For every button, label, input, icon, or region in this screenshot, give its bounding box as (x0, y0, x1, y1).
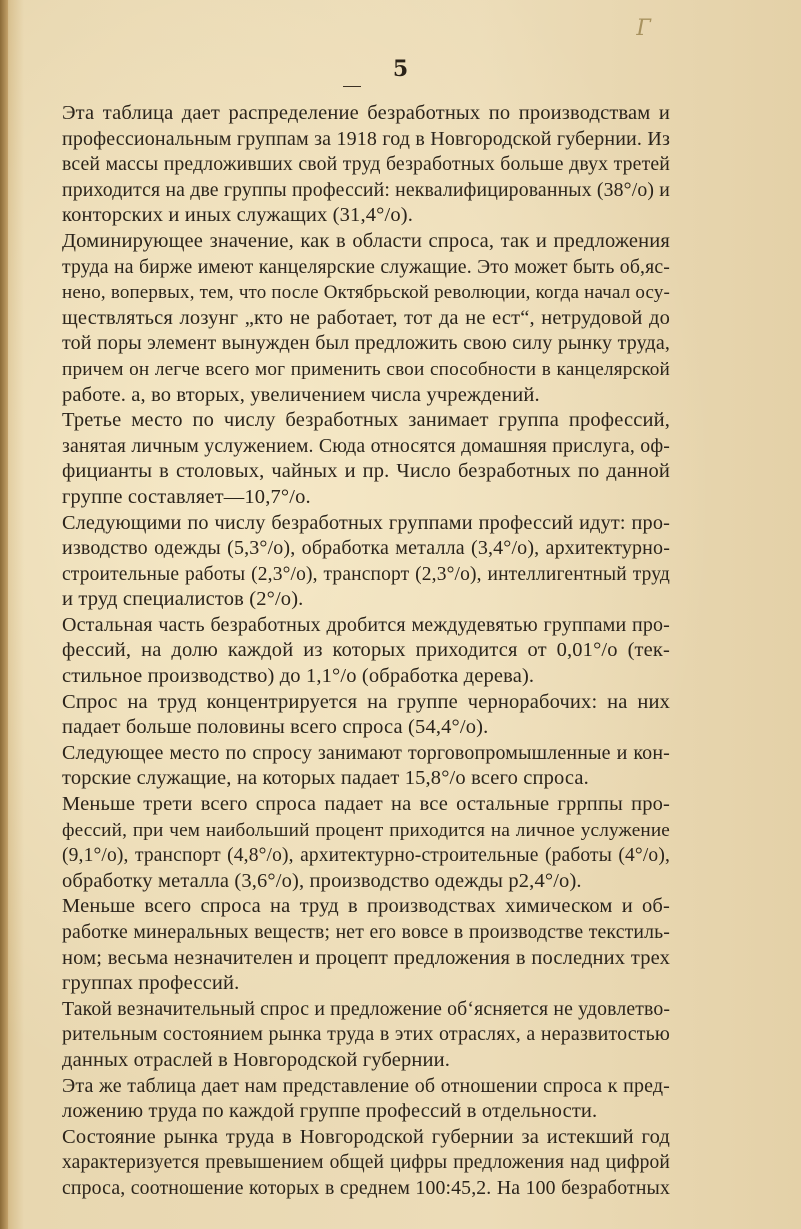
text-line: обработку металла (3,6°/о), производство одежды р2,4°/о). (62, 869, 582, 892)
text-line: падает больше половины всего спроса (54,4°/о). (62, 716, 489, 739)
text-line: нено, вопервых, тем, что после Октябрьской революции, когда начал осу- (62, 282, 670, 304)
text-line: стильное производство) до 1,1°/о (обработка дерева). (62, 665, 535, 688)
text-line: Эта же таблица дает нам представление об отношении спроса к пред- (62, 1074, 670, 1097)
text-line: фессий, на долю каждой из которых приходится от 0,01°/о (тек- (62, 639, 670, 662)
page-binding-edge (0, 0, 8, 1229)
text-line: Следующее место по спросу занимают торговопромышленные и кон- (62, 741, 670, 764)
text-line: группе составляет—10,7°/о. (62, 485, 311, 508)
text-line: работке минеральных веществ; нет его вовсе в производстве текстиль- (62, 921, 670, 943)
text-line: фессий, при чем наибольший процент приходится на личное услужение (62, 819, 670, 841)
text-line: Доминирующее значение, как в области спроса, так и предложения (62, 229, 670, 252)
text-line: строительные работы (2,3°/о), транспорт (2,3°/о), интеллигентный труд (62, 563, 670, 585)
text-line: Состояние рынка труда в Новгородской губернии за истекший год (62, 1125, 670, 1148)
text-line: группах профессий. (62, 972, 240, 995)
text-line: конторских и иных служащих (31,4°/о). (62, 204, 413, 227)
text-line: всей массы предложивших свой труд безработных больше двух третей (62, 153, 670, 176)
text-line: Меньше всего спроса на труд в производствах химическом и об- (62, 895, 670, 918)
text-line: изводство одежды (5,3°/о), обработка металла (3,4°/о), архитектурно- (62, 537, 670, 560)
text-line: труда на бирже имеют канцелярские служащие. Это может быть об,яс- (62, 255, 670, 278)
text-line: фицианты в столовых, чайных и пр. Число безработных по данной (62, 460, 670, 483)
body-text (62, 101, 670, 1202)
text-line: Спрос на труд концентрируется на группе чернорабочих: на них (62, 690, 670, 713)
text-line: (9,1°/о), транспорт (4,8°/о), архитектурно-строительные (работы (4°/о), (62, 845, 670, 867)
page-number: 5 (392, 56, 409, 82)
text-line: спроса, соотношение которых в среднем 100:45,2. На 100 безработных (62, 1176, 670, 1199)
text-line: торские служащие, на которых падает 15,8°/о всего спроса. (62, 767, 589, 790)
text-line: Меньше трети всего спроса падает на все остальные гррппы про- (62, 793, 670, 816)
text-line: и труд специалистов (2°/о). (62, 588, 304, 611)
text-line: характеризуется превышением общей цифры предложения над цифрой (62, 1152, 670, 1174)
text-line: ществляться лозунг „кто не работает, тот да не ест“, нетрудовой до (62, 306, 670, 329)
text-line: профессиональным группам за 1918 год в Новгородской губернии. Из (62, 127, 670, 150)
text-line: Остальная часть безработных дробится междудевятью группами про- (62, 613, 670, 636)
text-line: рительным состоянием рынка труда в этих отраслях, а неразвитостью (62, 1023, 670, 1046)
text-line: Эта таблица дает распределение безработных по производствам и (62, 102, 670, 124)
page-number-underline (343, 86, 361, 87)
text-line: ном; весьма незначителен и процепт предложения в последних трех (62, 946, 670, 969)
text-line: приходится на две группы профессий: неквалифицированных (38°/о) и (62, 178, 670, 201)
text-line: ложению труда по каждой группе профессий в отдельности. (62, 1100, 598, 1123)
text-line: работе. а, во вторых, увеличением числа учреждений. (62, 383, 540, 406)
text-line: данных отраслей в Новгородской губернии. (62, 1048, 451, 1071)
text-line: той поры элемент вынужден был предложить свою силу рынку труда, (62, 332, 670, 355)
text-line: Третье место по числу безработных занимает группа профессий, (62, 409, 670, 432)
text-line: причем он легче всего мог применить свои способности в канцелярской (62, 358, 670, 380)
text-line: Следующими по числу безработных группами профессий идут: про- (62, 511, 670, 534)
corner-pencil-mark: Г (636, 16, 651, 41)
text-line: Такой везначительный спрос и предложение об‘ясняется не удовлетво- (62, 997, 671, 1020)
text-line: занятая личным услужением. Сюда относятся домашняя прислуга, оф- (62, 434, 670, 457)
